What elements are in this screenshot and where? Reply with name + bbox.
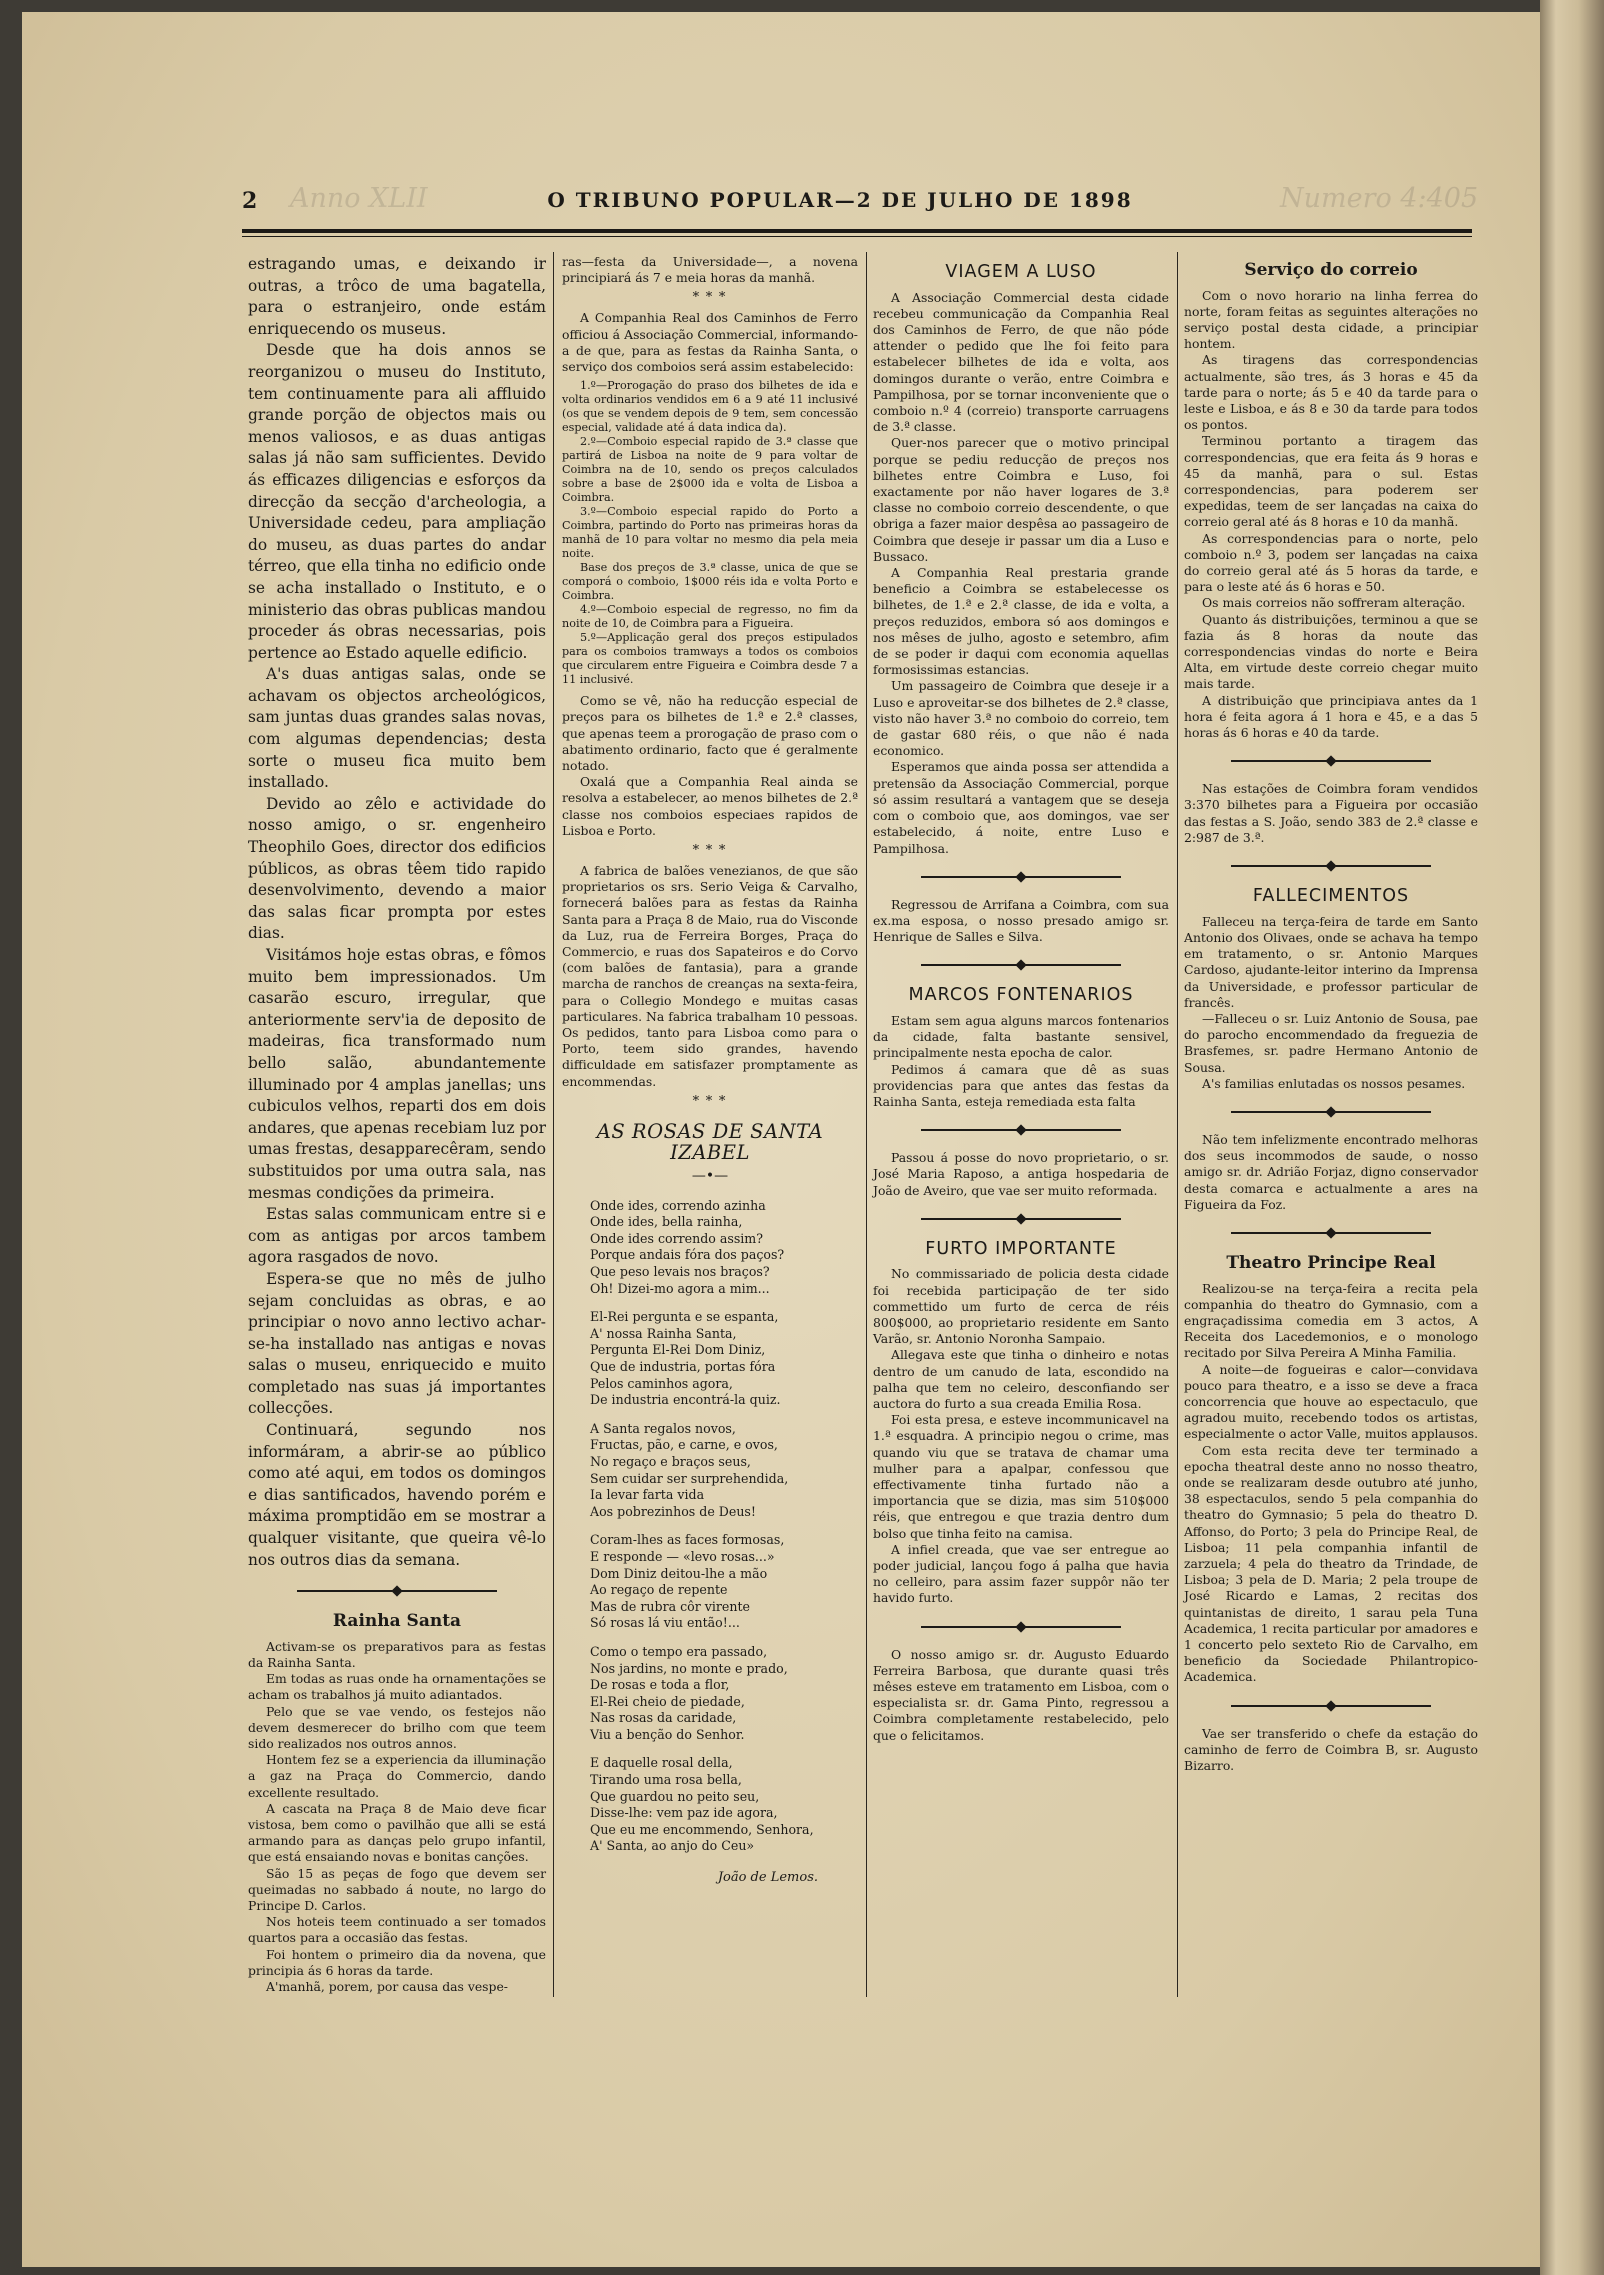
article-paragraph: —Falleceu o sr. Luiz Antonio de Sousa, pae do parocho encommendado da freguezia de Brasfemes, sr. padre Hermano Antonio de Sousa. <box>1184 1010 1478 1075</box>
article-paragraph: Não tem infelizmente encontrado melhoras dos seus incommodos de saude, o nosso amigo sr. dr. Adrião Forjaz, digno conservador desta comarca e actualmente a ares na Figueira da Foz. <box>1184 1131 1478 1212</box>
masthead-rule <box>242 229 1472 233</box>
separator-stars: * * * <box>692 1093 728 1109</box>
article-paragraph: ras—festa da Universidade—, a novena principiará ás 7 e meia horas da manhã. <box>562 254 858 286</box>
poem-line: Que eu me encommendo, Senhora, <box>590 1821 814 1837</box>
column-1 <box>248 254 546 1995</box>
poem-line: Coram-lhes as faces formosas, <box>590 1532 785 1548</box>
article-paragraph: A distribuição que principiava antes da 1 hora é feita agora á 1 hora e 45, e a das 5 horas ás 6 horas e 40 da tarde. <box>1184 692 1478 741</box>
article-paragraph: Passou á posse do novo proprietario, o sr. José Maria Raposo, a antiga hospedaria de João de Aveiro, que vae ser muito reformada. <box>873 1150 1169 1198</box>
column-divider <box>866 252 867 1997</box>
article-paragraph: Pelo que se vae vendo, os festejos não devem desmerecer do brilho com que teem sido realizados nos outros annos. <box>248 1703 546 1752</box>
article-paragraph: Activam-se os preparativos para as festas da Rainha Santa. <box>248 1638 546 1671</box>
poem-line: De rosas e toda a flor, <box>590 1677 730 1693</box>
article-paragraph: Como se vê, não ha reducção especial de preços para os bilhetes de 1.ª e 2.ª classes, que apenas teem a prorogação de praso com o abatimento ordinario, facto que é geralmente notado. <box>562 693 858 774</box>
column-4 <box>1184 254 1478 1774</box>
article-paragraph: Espera-se que no mês de julho sejam concluidas as obras, e ao principiar o novo anno lectivo achar-se-ha installado nas antigas e novas salas o museu, enriquecido e muito completado nas suas já importantes collecções. <box>248 1269 546 1418</box>
article-paragraph: Quanto ás distribuições, terminou a que se fazia ás 8 horas da noute das correspondencias vindas do norte e Beira Alta, em virtude deste correio chegar muito mais tarde. <box>1184 611 1478 692</box>
poem-line: Porque andais fóra dos paços? <box>590 1247 785 1263</box>
poem-line: Nas rosas da caridade, <box>590 1710 737 1726</box>
poem-line: E responde — «levo rosas...» <box>590 1548 775 1564</box>
article-paragraph: A infiel creada, que vae ser entregue ao poder judicial, lançou fogo á palha que havia no celleiro, para assim fazer suppôr não ter havido furto. <box>873 1541 1169 1606</box>
poem-line: Pergunta El-Rei Dom Diniz, <box>590 1342 766 1358</box>
bleed-through-left: Anno XLII <box>290 183 428 214</box>
poem-line: Como o tempo era passado, <box>590 1643 768 1659</box>
article-paragraph: Com esta recita deve ter terminado a epocha theatral deste anno no nosso theatro, onde se realizaram desde outubro até junho, 38 espectaculos, sendo 5 pela companhia do theatro do Gymnasio; 5 pela do theatro D. Affonso, do Porto; 3 pela do Principe Real, de Lisboa; 11 pela companhia infantil de zarzuela; 4 pela do theatro da Trindade, de Lisboa; 3 pela de D. Maria; 2 pela troupe de José Ricardo e Lamas, 2 recitas dos quintanistas de direito, 1 sarau pela Tuna Academica, 1 recita particular por amadores e 1 concerto pelo sexteto Rio de Carvalho, em beneficio da Sociedade Philantropico-Academica. <box>1184 1442 1478 1685</box>
article-paragraph: A noite—de fogueiras e calor—convidava pouco para theatro, e a isso se deve a fraca concorrencia que houve ao espectaculo, que agradou muito, recebendo todos os artistas, especialmente o actor Valle, muitos applausos. <box>1184 1361 1479 1442</box>
article-paragraph: Estas salas communicam entre si e com as antigas por arcos tambem agora rasgados de novo. <box>248 1205 546 1267</box>
article-paragraph: Oxalá que a Companhia Real ainda se resolva a estabelecer, ao menos bilhetes de 2.ª classe nos comboios especiaes rapidos de Lisboa e Porto. <box>562 774 858 838</box>
article-paragraph: Com o novo horario na linha ferrea do norte, foram feitas as seguintes alterações no serviço postal desta cidade, a principiar hontem. <box>1184 287 1478 352</box>
list-item: 1.º—Prorogação do praso dos bilhetes de ida e volta ordinarios vendidos em 6 a 9 até 11 inclusivé (os que se vendem depois de 9 tem, sem concessão especial, validade até á data indica da). <box>562 379 858 435</box>
poem-stanza <box>590 1309 858 1409</box>
article-paragraph: Continuará, segundo nos informáram, a abrir-se ao público como até aqui, em todos os domingos e dias santificados, havendo porém e máxima promptidão em se mostrar a qualquer visitante, que queira vê-lo nos outros dias da semana. <box>248 1421 546 1569</box>
list-item: 2.º—Comboio especial rapido de 3.ª classe que partirá de Lisboa na noite de 9 para voltar de Coimbra na de 10, sendo os preços calculados sobre a base de 2$000 ida e volta de Lisboa a Coimbra. <box>562 435 858 505</box>
poem-line: Nos jardins, no monte e prado, <box>590 1660 788 1676</box>
poem-line: A' Santa, ao anjo do Ceu» <box>590 1838 755 1854</box>
article-paragraph: Realizou-se na terça-feira a recita pela companhia do theatro do Gymnasio, com a engraçadissima comedia em 3 actos, A Receita dos Lacedemonios, e o monologo recitado por Silva Pereira A Minha Familia. <box>1184 1280 1478 1361</box>
poem-line: Ao regaço de repente <box>590 1582 728 1598</box>
article-paragraph: estragando umas, e deixando ir outras, a trôco de uma bagatella, para o estranjeiro, onde estám enriquecendo os museus. <box>248 255 546 338</box>
poem-line: Só rosas lá viu então!... <box>590 1615 740 1631</box>
section-divider <box>873 961 1169 969</box>
article-paragraph: Esperamos que ainda possa ser attendida a pretensão da Associação Commercial, porque só assim resultará a vantagem que se deseja com o comboio que, aos domingos, vae ser estabelecido, á noite, entre Luso e Pampilhosa. <box>873 759 1169 856</box>
section-divider <box>873 873 1169 881</box>
poem-line: Onde ides, bella rainha, <box>590 1214 743 1230</box>
article-paragraph: Nos hoteis teem continuado a ser tomados quartos para a occasião das festas. <box>248 1914 546 1946</box>
poem-line: Onde ides correndo assim? <box>590 1230 764 1246</box>
section-divider <box>873 1215 1169 1223</box>
poem-line: Sem cuidar ser surprehendida, <box>590 1470 789 1486</box>
list-item: 3.º—Comboio especial rapido do Porto a Coimbra, partindo do Porto nas primeiras horas da manhã de 10 para voltar no mesmo dia pela meia noite. <box>562 505 858 561</box>
article-paragraph: Regressou de Arrifana a Coimbra, com sua ex.ma esposa, o nosso presado amigo sr. Henrique de Salles e Silva. <box>873 896 1169 945</box>
page-number: 2 <box>242 188 258 214</box>
poem-line: Dom Diniz deitou-lhe a mão <box>590 1565 768 1581</box>
poem-line: No regaço e braços seus, <box>590 1453 751 1469</box>
poem-line: Viu a benção do Senhor. <box>590 1726 745 1742</box>
section-divider <box>1184 757 1478 765</box>
article-paragraph: Estam sem agua alguns marcos fontenarios da cidade, falta bastante sensivel, principalmente nesta epocha de calor. <box>873 1012 1169 1061</box>
masthead-rule-thin <box>242 236 1472 237</box>
section-divider <box>248 1587 546 1595</box>
section-divider <box>1184 862 1478 870</box>
poem-line: Ia levar farta vida <box>590 1487 705 1503</box>
poem-stanza <box>590 1755 858 1855</box>
section-heading: MARCOS FONTENARIOS <box>908 985 1134 1006</box>
article-paragraph: Pedimos á camara que dê as suas providencias para que antes das festas da Rainha Santa, esteja remediada esta falta <box>873 1061 1169 1109</box>
column-divider <box>1177 252 1178 1997</box>
article-paragraph: A's duas antigas salas, onde se achavam os objectos archeológicos, sam juntas duas grandes salas novas, com algumas dependencias; desta sorte o museu fica muito bem installado. <box>248 665 546 792</box>
poem-title: AS ROSAS DE SANTA IZABEL <box>596 1119 824 1165</box>
article-paragraph: A Companhia Real dos Caminhos de Ferro officiou á Associação Commercial, informando-a de que, para as festas da Rainha Santa, o serviço dos comboios será assim estabelecido: <box>562 310 858 375</box>
poem-line: Que peso levais nos braços? <box>590 1264 770 1280</box>
poem-stanza <box>590 1421 858 1521</box>
article-paragraph: A fabrica de balões venezianos, de que são proprietarios os srs. Serio Veiga & Carvalho, fornecerá balões para as festas da Rainha Santa para a Praça 8 de Maio, rua do Visconde da Luz, rua de Ferreira Borges, Praça do Commercio, e ruas dos Sapateiros e do Corvo (com balões de fantasia), para a grande marcha de ranchos de creanças na sexta-feira, para o Collegio Mondego e muitas casas particulares. Na fabrica trabalham 10 pessoas. Os pedidos, tanto para Lisboa como para o Porto, teem sido grandes, havendo difficuldade em satisfazer promptamente as encommendas. <box>562 863 858 1089</box>
section-divider <box>1184 1108 1478 1116</box>
poem-line: De industria encontrá-la quiz. <box>590 1392 781 1408</box>
column-2 <box>562 254 858 1889</box>
poem-line: Mas de rubra côr virente <box>590 1598 751 1614</box>
poem-line: El-Rei cheio de piedade, <box>590 1693 745 1709</box>
poem-line: Que guardou no peito seu, <box>590 1788 760 1804</box>
article-paragraph: As tiragens das correspondencias actualmente, são tres, ás 3 horas e 45 da tarde para o norte; ás 5 e 40 da tarde para o leste e Lisboa, e ás 8 e 30 da tarde para todos os pontos. <box>1184 352 1478 433</box>
article-paragraph: Nas estações de Coimbra foram vendidos 3:370 bilhetes para a Figueira por occasião das festas a S. João, sendo 383 de 2.ª classe e 2:987 de 3.ª. <box>1184 781 1478 845</box>
section-divider <box>1184 1229 1478 1237</box>
poem-line: Que de industria, portas fóra <box>590 1359 776 1375</box>
poem-stanza <box>590 1532 858 1632</box>
article-paragraph: No commissariado de policia desta cidade foi recebida participação de ter sido commettido um furto de cerca de réis 800$000, ao proprietario residente em Santo Varão, sr. Antonio Noronha Sampaio. <box>873 1266 1169 1347</box>
article-paragraph: Quer-nos parecer que o motivo principal porque se pediu reducção de preços nos bilhetes entre Coimbra e Luso, foi exactamente por não haver logares de 3.ª classe no comboio correio descendente, o que obriga a fazer maior despêsa ao passageiro de Coimbra que deseje ir passar um dia a Luso e Bussaco. <box>873 435 1169 564</box>
poem-line: Fructas, pão, e carne, e ovos, <box>590 1437 778 1453</box>
article-paragraph: Visitámos hoje estas obras, e fômos muito bem impressionados. Um casarão escuro, irregular, que anteriormente serv'ia de deposito de madeiras, fica transformado num bello salão, abundantemente illuminado por 4 amplas janellas; uns cubiculos velhos, reparti dos em dois andares, que apenas recebiam luz por umas frestas, desapparecêram, sendo substituidos por uma outra sala, nas mesmas condições da primeira. <box>248 946 546 1202</box>
separator-stars: * * * <box>692 843 728 859</box>
article-paragraph: A cascata na Praça 8 de Maio deve ficar vistosa, bem como o pavilhão que alli se está armando para as danças pelo grupo infantil, que está ensaiando novas e bonitas canções. <box>248 1800 546 1865</box>
poem-line: E daquelle rosal della, <box>590 1755 733 1771</box>
article-paragraph: A'manhã, porem, por causa das vespe- <box>266 1979 508 1995</box>
article-paragraph: Vae ser transferido o chefe da estação do caminho de ferro de Coimbra B, sr. Augusto Bizarro. <box>1184 1725 1478 1774</box>
separator-stars: * * * <box>692 290 728 306</box>
article-paragraph: A Companhia Real prestaria grande beneficio a Coimbra se estabelecesse os bilhetes, de 1.ª e 2.ª classe, de ida e volta, a preços reduzidos, embora só aos domingos e nos mêses de julho, agosto e setembro, afim de se poder ir daqui com economia aquellas formosissimas estancias. <box>873 565 1169 678</box>
poem <box>590 1198 858 1855</box>
list-item: 4.º—Comboio especial de regresso, no fim da noite de 10, de Coimbra para a Figueira. <box>562 603 858 631</box>
article-paragraph: A Associação Commercial desta cidade recebeu communicação da Companhia Real dos Caminhos de Ferro, de que não póde attender o pedido que lhe foi feito para estabelecer bilhetes de ida e volta, aos domingos durante o verão, entre Coimbra e Pampilhosa, por se tornar inconveniente que o comboio n.º 4 (correio) transporte carruagens de 3.ª classe. <box>873 289 1169 435</box>
section-divider <box>1184 1702 1478 1710</box>
article-paragraph: O nosso amigo sr. dr. Augusto Eduardo Ferreira Barbosa, que durante quasi três mêses esteve em tratamento em Lisboa, com o especialista sr. dr. Gama Pinto, regressou a Coimbra completamente restabelecido, pelo que o felicitamos. <box>873 1646 1169 1743</box>
section-heading: Theatro Principe Real <box>1226 1252 1436 1273</box>
section-divider <box>873 1126 1169 1134</box>
page-spine <box>1540 0 1604 2275</box>
poem-line: Oh! Dizei-mo agora a mim... <box>590 1280 770 1296</box>
article-paragraph: Foi hontem o primeiro dia da novena, que principia ás 6 horas da tarde. <box>248 1946 546 1978</box>
article-paragraph: Falleceu na terça-feira de tarde em Santo Antonio dos Olivaes, onde se achava ha tempo em tratamento, o sr. Antonio Marques Cardoso, ajudante-leitor interino da Imprensa da Universidade, e professor particular de francês. <box>1184 913 1478 1010</box>
article-paragraph: Terminou portanto a tiragem das correspondencias, que era feita ás 9 horas e 45 da manhã, para o sul. Estas correspondencias, para poderem ser expedidas, teem de ser lançadas na caixa do correio geral até ás 8 horas e 10 da manhã. <box>1184 433 1478 530</box>
poem-line: El-Rei pergunta e se espanta, <box>590 1309 779 1325</box>
article-paragraph: Foi esta presa, e esteve incommunicavel na 1.ª esquadra. A principio negou o crime, mas quando viu que se tratava de chamar uma mulher para a apalpar, confessou que effectivamente tinha furtado não a importancia que se dizia, mas sim 510$000 réis, que entregou e que trazia dentro dum bolso que tinha feito na camisa. <box>873 1412 1169 1541</box>
article-paragraph: Um passageiro de Coimbra que deseje ir a Luso e aproveitar-se dos bilhetes de 2.ª classe, visto não haver 3.ª no comboio do correio, tem de gastar 680 réis, o que não é nada economico. <box>873 678 1169 759</box>
poem-line: A Santa regalos novos, <box>590 1420 736 1436</box>
article-paragraph: A's familias enlutadas os nossos pesames. <box>1202 1075 1466 1091</box>
poem-line: Onde ides, correndo azinha <box>590 1197 766 1213</box>
article-paragraph: Em todas as ruas onde ha ornamentações se acham os trabalhos já muito adiantados. <box>248 1671 546 1703</box>
section-heading: Rainha Santa <box>332 1611 462 1632</box>
list-item: Base dos preços de 3.ª classe, unica de que se comporá o comboio, 1$000 réis ida e volta Porto e Coimbra. <box>562 561 858 603</box>
poem-line: A' nossa Rainha Santa, <box>590 1325 737 1341</box>
masthead-title: O TRIBUNO POPULAR—2 DE JULHO DE 1898 <box>547 188 1133 212</box>
poem-stanza <box>590 1198 858 1298</box>
poem-line: Tirando uma rosa bella, <box>590 1772 742 1788</box>
poem-line: Pelos caminhos agora, <box>590 1375 733 1391</box>
section-heading: Serviço do correio <box>1244 260 1418 280</box>
section-divider <box>873 1623 1169 1631</box>
column-divider <box>553 252 554 1997</box>
poem-signature: João de Lemos. <box>717 1870 818 1886</box>
article-paragraph: Os mais correios não soffreram alteração. <box>1202 595 1466 611</box>
article-paragraph: Desde que ha dois annos se reorganizou o museu do Instituto, tem continuamente para ali affluido grande porção de objectos mais ou menos valiosos, e as duas antigas salas já não sam sufficientes. Devido ás efficazes diligencias e esforços da direcção da secção d'archeologia, a Universidade cedeu, para ampliação do museu, as duas partes do andar térreo, que ella tinha no edificio onde se acha installado o Instituto, e o ministerio das obras publicas mandou proceder ás obras necessarias, pois pertence ao Estado aquelle edificio. <box>248 341 546 662</box>
article-paragraph: São 15 as peças de fogo que devem ser queimadas no sabbado á noute, no largo do Principe D. Carlos. <box>248 1865 546 1914</box>
section-heading: FALLECIMENTOS <box>1252 886 1410 907</box>
poem-line: Aos pobrezinhos de Deus! <box>590 1503 756 1519</box>
section-heading: FURTO IMPORTANTE <box>925 1238 1117 1259</box>
section-heading: VIAGEM A LUSO <box>945 262 1097 282</box>
article-paragraph: As correspondencias para o norte, pelo comboio n.º 3, podem ser lançadas na caixa do correio geral até ás 5 horas da tarde, e para o leste até ás 6 horas e 50. <box>1184 530 1478 595</box>
column-3 <box>873 254 1169 1744</box>
poem-line: Disse-lhe: vem paz ide agora, <box>590 1805 778 1821</box>
article-paragraph: Hontem fez se a experiencia da illuminação a gaz na Praça do Commercio, dando excellente resultado. <box>248 1752 546 1800</box>
poem-title-ornament: —•— <box>691 1168 729 1185</box>
bleed-through-right: Numero 4:405 <box>1280 183 1479 214</box>
poem-stanza <box>590 1644 858 1744</box>
list-item: 5.º—Applicação geral dos preços estipulados para os comboios tramways a todos os comboios que circularem entre Figueira e Coimbra desde 7 a 11 inclusivé. <box>562 631 858 687</box>
article-paragraph: Allegava este que tinha o dinheiro e notas dentro de um canudo de lata, escondido na palha que tem no celeiro, desconfiando ser auctora do furto a sua creada Emilia Rosa. <box>873 1347 1169 1411</box>
article-paragraph: Devido ao zêlo e actividade do nosso amigo, o sr. engenheiro Theophilo Goes, director dos edificios públicos, as obras têem tido rapido desenvolvimento, devendo a maior das salas ficar prompta por estes dias. <box>248 794 546 943</box>
